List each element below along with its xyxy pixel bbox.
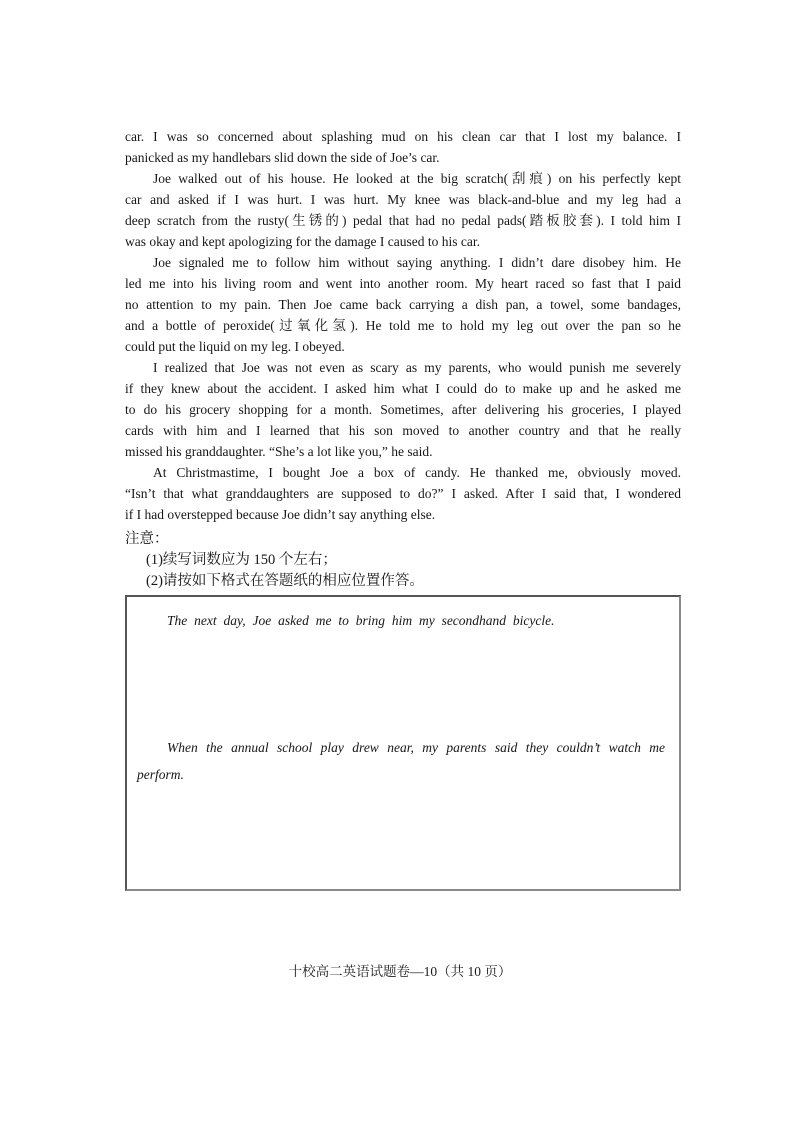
passage-line: no attention to my pain. Then Joe came back carrying a dish pan, a towel, some bandages,: [125, 297, 681, 312]
passage-line: to do his grocery shopping for a month. Sometimes, after delivering his groceries, I played: [125, 402, 681, 417]
passage-line: cards with him and I learned that his son moved to another country and that he really: [125, 423, 681, 438]
passage-line: could put the liquid on my leg. I obeyed.: [125, 339, 345, 354]
passage-line: if they knew about the accident. I asked him what I could do to make up and he asked me: [125, 381, 681, 396]
answer-box: [125, 595, 681, 891]
passage-line: car and asked if I was hurt. I was hurt. My knee was black-and-blue and my leg had a: [125, 192, 681, 207]
passage-line: Joe signaled me to follow him without saying anything. I didn’t dare disobey him. He: [153, 255, 681, 270]
passage-line: panicked as my handlebars slid down the side of Joe’s car.: [125, 150, 440, 165]
notes-label: 注意：: [125, 531, 169, 547]
passage-line: At Christmastime, I bought Joe a box of candy. He thanked me, obviously moved.: [153, 465, 681, 480]
notes: [125, 529, 681, 592]
page-content: [125, 126, 681, 891]
prompt-paragraph-2-line-1: When the annual school play drew near, my parents said they couldn’t watch me: [167, 740, 665, 755]
passage-line: deep scratch from the rusty(生锈的) pedal that had no pedal pads(踏板胶套). I told him I: [125, 213, 681, 228]
passage-line: and a bottle of peroxide(过氧化氢). He told me to hold my leg out over the pan so he: [125, 318, 681, 333]
passage-line: car. I was so concerned about splashing mud on his clean car that I lost my balance. I: [125, 129, 681, 144]
note-item: (2)请按如下格式在答题纸的相应位置作答。: [146, 573, 424, 589]
passage-line: missed his granddaughter. “She’s a lot like you,” he said.: [125, 444, 433, 459]
passage-line: Joe walked out of his house. He looked at the big scratch(刮痕) on his perfectly kept: [153, 171, 681, 186]
notes-items: [125, 550, 681, 592]
passage-line: was okay and kept apologizing for the damage I caused to his car.: [125, 234, 481, 249]
page-footer: 十校高二英语试题卷—10（共 10 页）: [288, 964, 512, 979]
prompt-paragraph-1: The next day, Joe asked me to bring him my secondhand bicycle.: [167, 613, 555, 628]
passage: [125, 126, 681, 525]
passage-line: led me into his living room and went into another room. My heart raced so fast that I paid: [125, 276, 681, 291]
passage-line: I realized that Joe was not even as scary as my parents, who would punish me severely: [153, 360, 681, 375]
prompt-paragraph-2-line-2: perform.: [137, 767, 184, 782]
note-item: (1)续写词数应为 150 个左右；: [146, 552, 337, 568]
passage-line: if I had overstepped because Joe didn’t say anything else.: [125, 507, 436, 522]
passage-line: “Isn’t that what granddaughters are supposed to do?” I asked. After I said that, I wondered: [125, 486, 681, 501]
